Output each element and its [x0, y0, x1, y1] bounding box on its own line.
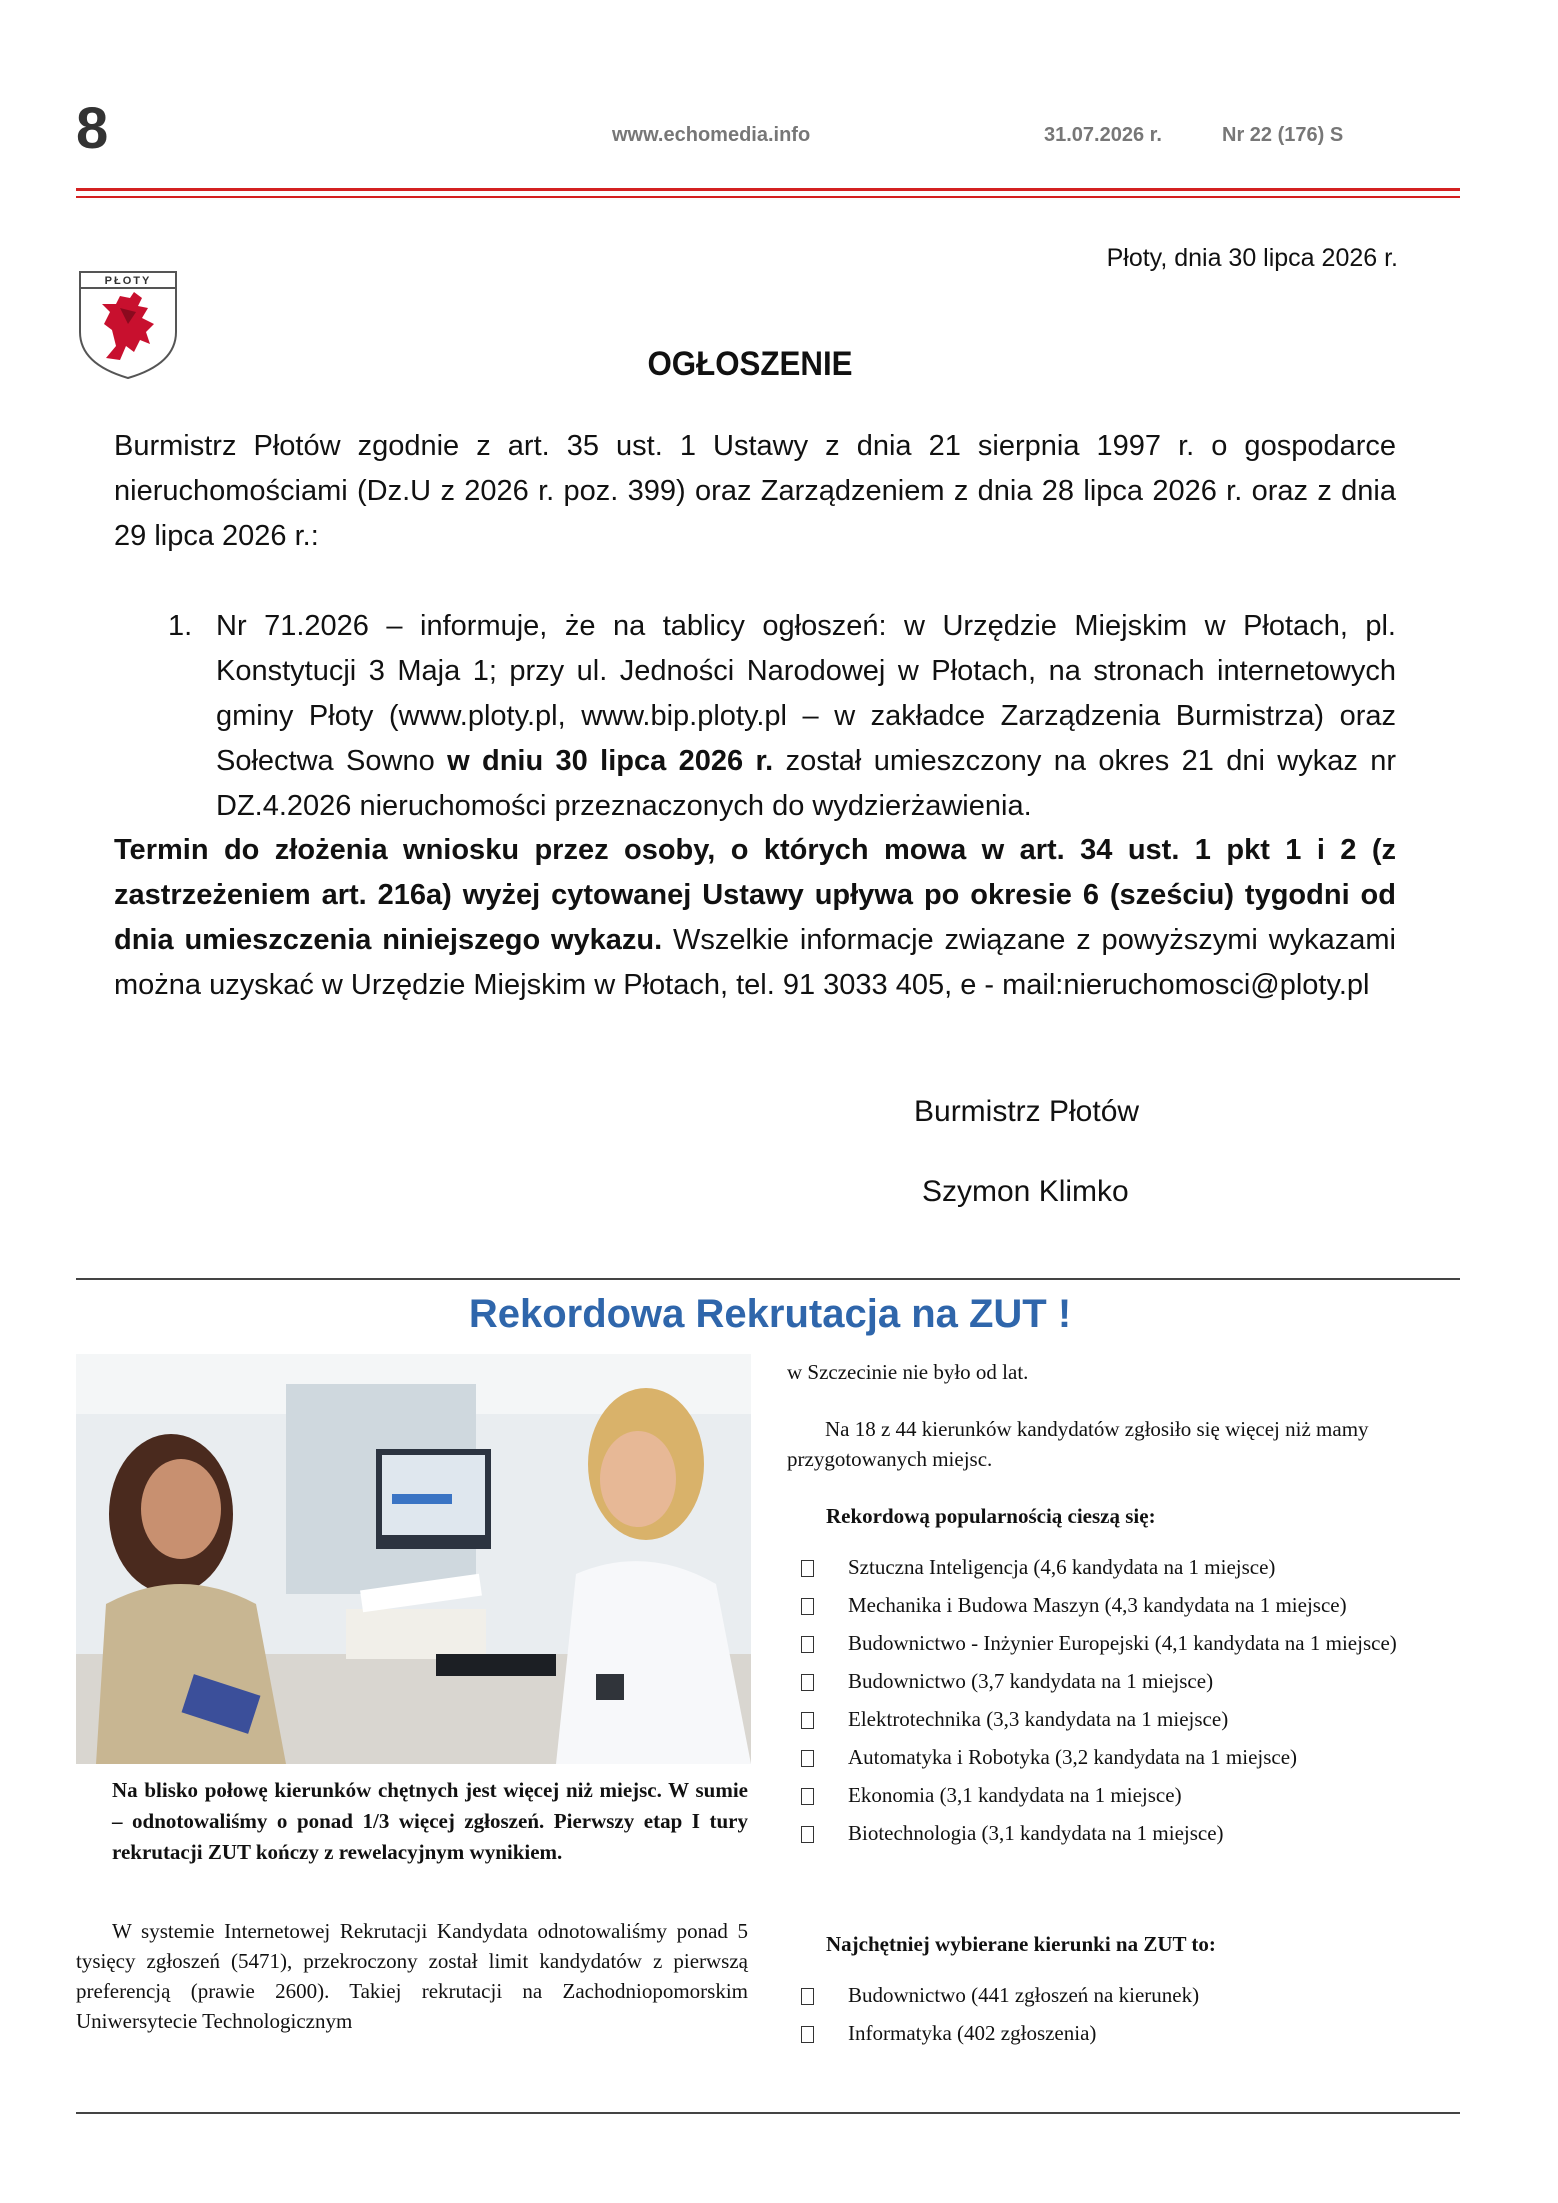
list-number: 1.: [168, 610, 193, 642]
list-item: [800, 1552, 1462, 1582]
article-body-left: W systemie Internetowej Rekrutacji Kandydata odnotowaliśmy ponad 5 tysięcy zgłoszeń (5471), przekroczony został limit kandydatów z pierwszą preferencją (prawie 2600). Takiej rekrutacji na Zachodniopomorskim Uniwersytecie Technologicznym: [76, 1919, 748, 2033]
bullet-box-icon: [801, 1788, 814, 1805]
list-item: [800, 1666, 1462, 1696]
recruitment-photo: [76, 1354, 751, 1764]
issue-date: 31.07.2026 r.: [1044, 124, 1162, 146]
popular-heading: Rekordową popularnością cieszą się:: [826, 1504, 1156, 1528]
issue-number: Nr 22 (176) S: [1222, 124, 1344, 146]
item-date-bold: w dniu 30 lipca 2026 r.: [447, 745, 774, 777]
list-item-text: Informatyka (402 zgłoszenia): [848, 2021, 1097, 2045]
photo-caption: Na blisko połowę kierunków chętnych jest więcej niż miejsc. W sumie – odnotowaliśmy o ponad 1/3 więcej zgłoszeń. Pierwszy etap I tury rekrutacji ZUT kończy z rewelacyjnym wynikiem.: [112, 1778, 748, 1864]
bullet-box-icon: [801, 1636, 814, 1653]
list-item: [800, 1628, 1462, 1658]
bullet-box-icon: [801, 1988, 814, 2005]
site-url: www.echomedia.info: [612, 124, 811, 146]
signature-title: Burmistrz Płotów: [914, 1095, 1140, 1128]
article-body-right-2: Na 18 z 44 kierunków kandydatów zgłosiło się więcej niż mamy przygotowanych miejsc.: [787, 1417, 1369, 1471]
list-item-text: Biotechnologia (3,1 kandydata na 1 miejsce): [848, 1821, 1224, 1845]
list-item: [800, 1980, 1462, 2010]
list-item-text: Sztuczna Inteligencja (4,6 kandydata na 1 miejsce): [848, 1555, 1276, 1579]
bullet-box-icon: [801, 1712, 814, 1729]
announcement-title: OGŁOSZENIE: [647, 345, 853, 383]
item-text-cont: został umieszczony na okres 21 dni wykaz nr DZ.4.2026 nieruchomości przeznaczonych do wydzierżawienia.: [216, 745, 1396, 822]
list-item-text: Automatyka i Robotyka (3,2 kandydata na 1 miejsce): [848, 1745, 1298, 1769]
list-item: [800, 1742, 1462, 1772]
section-divider: [76, 1278, 1460, 1280]
list-item-text: Budownictwo (441 zgłoszeń na kierunek): [848, 1983, 1200, 2007]
list-item-text: Budownictwo - Inżynier Europejski (4,1 kandydata na 1 miejsce): [848, 1631, 1397, 1655]
chosen-heading: Najchętniej wybierane kierunki na ZUT to:: [826, 1932, 1216, 1956]
chosen-list: [800, 1980, 1462, 2056]
bullet-box-icon: [801, 1560, 814, 1577]
page-number: 8: [76, 96, 109, 161]
list-item: [800, 1704, 1462, 1734]
list-item: [800, 1818, 1462, 1848]
list-item: [800, 1590, 1462, 1620]
header-rule-thin: [76, 196, 1460, 198]
list-item: [800, 2018, 1462, 2048]
list-item-text: Elektrotechnika (3,3 kandydata na 1 miejsce): [848, 1707, 1229, 1731]
list-item-text: Ekonomia (3,1 kandydata na 1 miejsce): [848, 1783, 1182, 1807]
announcement-item: [216, 604, 1396, 829]
list-item: [800, 1780, 1462, 1810]
header-rule: [76, 188, 1460, 191]
bullet-box-icon: [801, 1674, 814, 1691]
list-item-text: Budownictwo (3,7 kandydata na 1 miejsce): [848, 1669, 1214, 1693]
bullet-box-icon: [801, 2026, 814, 2043]
bullet-box-icon: [801, 1750, 814, 1767]
list-item-text: Mechanika i Budowa Maszyn (4,3 kandydata na 1 miejsce): [848, 1593, 1347, 1617]
item-text: Nr 71.2026 – informuje, że na tablicy ogłoszeń: w Urzędzie Miejskim w Płotach, pl. Konstytucji 3 Maja 1; przy ul. Jedności Narodowej w Płotach, na stronach internetowych gminy Płoty (www.ploty.pl, www.bip.ploty.pl – w zakładce Zarządzenia Burmistrza) oraz Sołectwa Sowno: [216, 610, 1396, 777]
footer-divider: [76, 2112, 1460, 2114]
svg-text:PŁOTY: PŁOTY: [104, 275, 152, 287]
bullet-box-icon: [801, 1826, 814, 1843]
term-bold: Termin do złożenia wniosku przez osoby, o których mowa w art. 34 ust. 1 pkt 1 i 2 (z zastrzeżeniem art. 216a) wyżej cytowanej Ustawy upływa po okresie 6 (sześciu) tygodni od dnia umieszczenia niniejszego wykazu.: [114, 834, 1396, 956]
place-date: Płoty, dnia 30 lipca 2026 r.: [1106, 244, 1398, 272]
article-title: Rekordowa Rekrutacja na ZUT !: [468, 1292, 1072, 1336]
announcement-lead: Burmistrz Płotów zgodnie z art. 35 ust. 1 Ustawy z dnia 21 sierpnia 1997 r. o gospodarce nieruchomościami (Dz.U z 2026 r. poz. 399) oraz Zarządzeniem z dnia 28 lipca 2026 r. oraz z dnia 29 lipca 2026 r.:: [114, 430, 1396, 552]
signature-name: Szymon Klimko: [922, 1175, 1129, 1208]
article-body-right-1: w Szczecinie nie było od lat.: [787, 1360, 1029, 1384]
announcement-term: [114, 828, 1396, 1008]
bullet-box-icon: [801, 1598, 814, 1615]
term-info: Wszelkie informacje związane z powyższymi wykazami można uzyskać w Urzędzie Miejskim w Płotach, tel. 91 3033 405, e - mail:nieruchomosci@ploty.pl: [114, 924, 1396, 1001]
popular-list: [800, 1552, 1462, 1856]
